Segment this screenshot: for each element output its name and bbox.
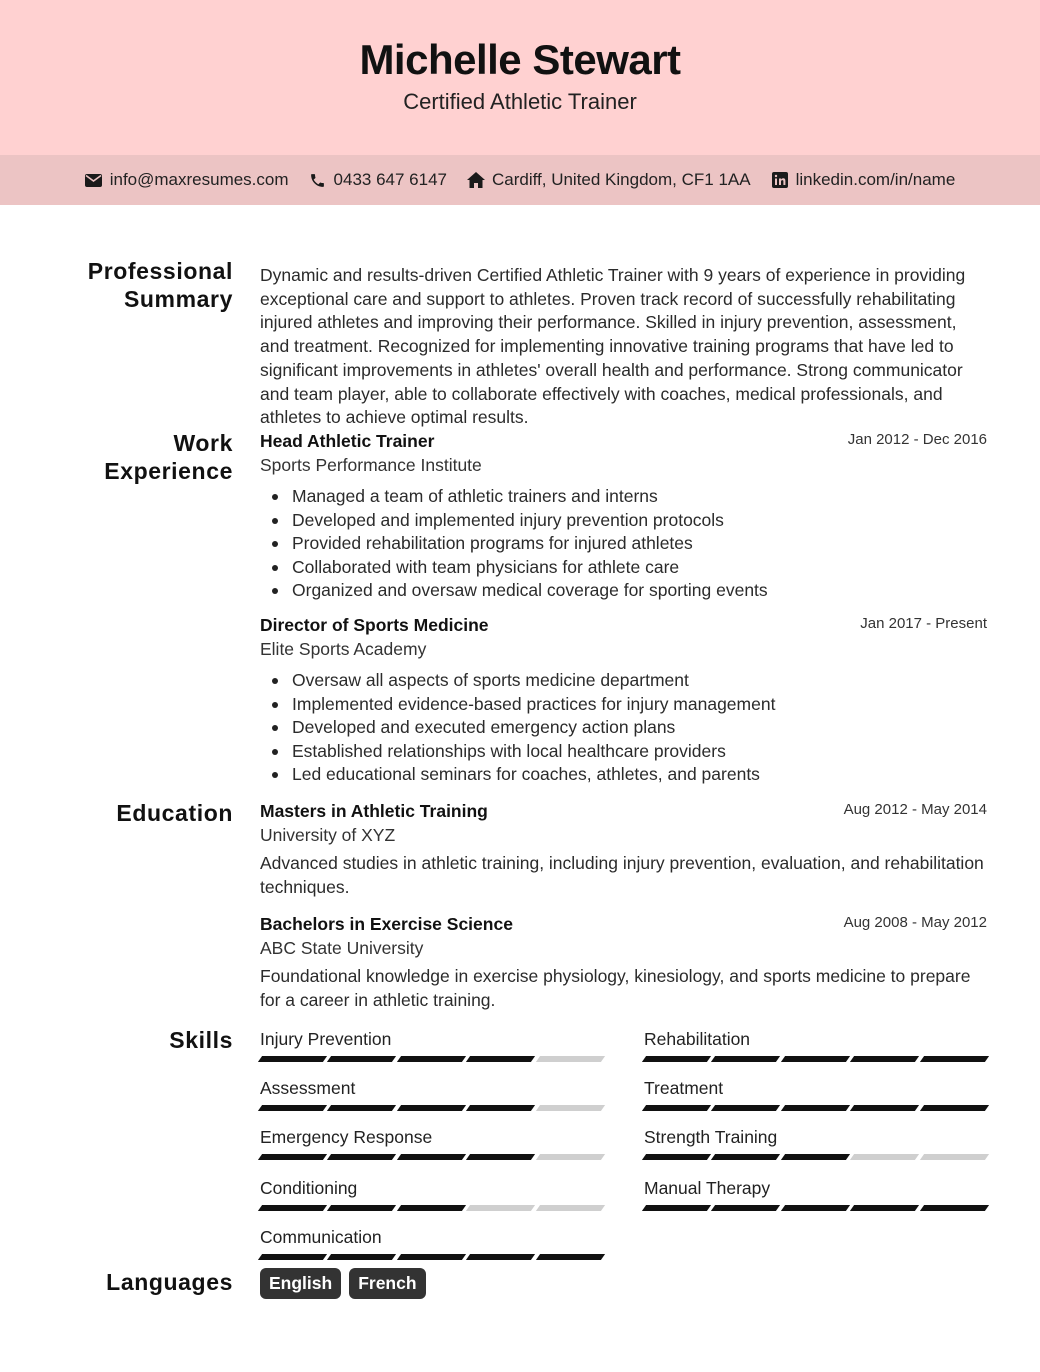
skill-bar-filled: [536, 1254, 606, 1260]
skill-item: [644, 1077, 987, 1111]
section-title-line: Experience: [104, 458, 233, 484]
school: University of XYZ: [260, 825, 396, 845]
skill-item: [644, 1177, 987, 1211]
skill-bar-filled: [781, 1205, 851, 1211]
skill-level-meter: [260, 1105, 603, 1111]
list-item: Oversaw all aspects of sports medicine department: [260, 669, 987, 693]
list-item: Developed and executed emergency action plans: [260, 716, 987, 740]
envelope-icon: [85, 171, 103, 189]
education-description: Advanced studies in athletic training, including injury prevention, evaluation, and rehabilitation techniques.: [260, 853, 984, 897]
skill-item: [260, 1226, 603, 1260]
skill-bar-filled: [466, 1154, 536, 1160]
skill-bar-filled: [920, 1205, 990, 1211]
degree: Bachelors in Exercise Science: [260, 914, 513, 934]
education-description: Foundational knowledge in exercise physiology, kinesiology, and sports medicine to prepare for a career in athletic training.: [260, 966, 971, 1010]
skill-bar-empty: [536, 1154, 606, 1160]
languages-list: [260, 1268, 426, 1299]
section-title-summary: [40, 257, 233, 313]
skill-level-meter: [260, 1056, 603, 1062]
skill-bar-empty: [536, 1105, 606, 1111]
skill-bar-filled: [642, 1205, 712, 1211]
skill-bar-empty: [466, 1205, 536, 1211]
skill-level-meter: [644, 1105, 987, 1111]
skill-level-meter: [260, 1205, 603, 1211]
skill-bar-filled: [850, 1205, 920, 1211]
job-bullets: [260, 669, 987, 787]
contact-bar: [0, 155, 1040, 205]
skill-bar-filled: [466, 1105, 536, 1111]
work-entry: [260, 614, 987, 787]
skill-bar-filled: [920, 1105, 990, 1111]
skill-bar-empty: [536, 1205, 606, 1211]
skill-bar-empty: [536, 1056, 606, 1062]
skill-bar-filled: [327, 1205, 397, 1211]
skill-item: [260, 1126, 603, 1160]
job-role: Head Athletic Trainer: [260, 431, 435, 451]
skill-bar-filled: [327, 1105, 397, 1111]
degree: Masters in Athletic Training: [260, 801, 488, 821]
list-item: Organized and oversaw medical coverage for sporting events: [260, 579, 987, 603]
section-title-education: Education: [116, 800, 233, 826]
skill-bar-filled: [397, 1056, 467, 1062]
education-entry: [260, 800, 987, 899]
section-title-line: Work: [173, 430, 233, 456]
skill-bar-filled: [850, 1056, 920, 1062]
skill-name: Rehabilitation: [644, 1029, 751, 1049]
job-role: Director of Sports Medicine: [260, 615, 489, 635]
skill-name: Strength Training: [644, 1127, 778, 1147]
skill-bar-filled: [642, 1105, 712, 1111]
education-date: Aug 2012 - May 2014: [843, 801, 987, 818]
skill-level-meter: [644, 1205, 987, 1211]
skill-name: Injury Prevention: [260, 1029, 392, 1049]
linkedin-icon: [771, 171, 789, 189]
phone-text: 0433 647 6147: [333, 170, 447, 189]
education-entry: [260, 913, 987, 1012]
section-title-languages: Languages: [106, 1269, 233, 1295]
skill-level-meter: [260, 1254, 603, 1260]
school: ABC State University: [260, 938, 424, 958]
skill-bar-empty: [920, 1154, 990, 1160]
education-date: Aug 2008 - May 2012: [843, 914, 987, 931]
candidate-name: Michelle Stewart: [359, 36, 681, 83]
job-organization: Sports Performance Institute: [260, 455, 482, 475]
job-bullets: [260, 485, 987, 603]
skill-bar-filled: [642, 1056, 712, 1062]
skill-bar-filled: [781, 1105, 851, 1111]
job-date: Jan 2017 - Present: [860, 615, 987, 632]
skill-bar-filled: [258, 1154, 328, 1160]
skill-bar-filled: [258, 1105, 328, 1111]
section-title-line: Professional: [87, 258, 233, 284]
skill-bar-filled: [397, 1254, 467, 1260]
contact-email[interactable]: [85, 170, 289, 190]
skill-name: Assessment: [260, 1078, 356, 1098]
contact-phone[interactable]: [309, 170, 447, 190]
contact-linkedin[interactable]: [771, 170, 956, 190]
section-title-skills: Skills: [169, 1027, 233, 1053]
skill-item: [260, 1077, 603, 1111]
skill-bar-filled: [642, 1154, 712, 1160]
skill-level-meter: [260, 1154, 603, 1160]
skill-bar-filled: [781, 1056, 851, 1062]
section-title-work: [40, 429, 233, 485]
section-title-line: Summary: [123, 286, 233, 312]
list-item: Established relationships with local healthcare providers: [260, 740, 987, 764]
candidate-title: Certified Athletic Trainer: [403, 89, 637, 114]
skill-name: Emergency Response: [260, 1127, 433, 1147]
skill-bar-filled: [466, 1254, 536, 1260]
skill-bar-filled: [327, 1154, 397, 1160]
language-tag: English: [260, 1268, 341, 1299]
list-item: Developed and implemented injury prevention protocols: [260, 509, 987, 533]
job-organization: Elite Sports Academy: [260, 639, 427, 659]
summary-text: Dynamic and results-driven Certified Athletic Trainer with 9 years of experience in providing exceptional care and support to athletes. Proven track record of successfully rehabilitating injured athletes and improving their performance. Skilled in injury prevention, assessment, and treatment. Recognized for implementing innovative training programs that have led to significant improvements in athletes' overall health and performance. Strong communicator and team player, able to collaborate effectively with coaches, medical professionals, and athletes to achieve optimal results.: [260, 265, 966, 428]
skill-name: Manual Therapy: [644, 1178, 771, 1198]
skill-name: Communication: [260, 1227, 382, 1247]
skill-bar-filled: [258, 1254, 328, 1260]
skill-bar-filled: [258, 1205, 328, 1211]
list-item: Implemented evidence-based practices for injury management: [260, 693, 987, 717]
skill-bar-filled: [466, 1056, 536, 1062]
skill-item: [644, 1028, 987, 1062]
work-entry: [260, 430, 987, 603]
language-tag: French: [349, 1268, 425, 1299]
skill-bar-filled: [397, 1105, 467, 1111]
list-item: Led educational seminars for coaches, athletes, and parents: [260, 763, 987, 787]
skill-item: [644, 1126, 987, 1160]
skill-bar-filled: [397, 1205, 467, 1211]
job-date: Jan 2012 - Dec 2016: [847, 431, 987, 448]
skill-bar-filled: [327, 1254, 397, 1260]
skill-bar-filled: [850, 1105, 920, 1111]
skill-bar-filled: [397, 1154, 467, 1160]
skill-bar-filled: [711, 1105, 781, 1111]
skill-bar-filled: [258, 1056, 328, 1062]
skill-level-meter: [644, 1154, 987, 1160]
skill-bar-filled: [920, 1056, 990, 1062]
email-text: info@maxresumes.com: [109, 170, 289, 189]
skill-bar-filled: [711, 1205, 781, 1211]
skill-bar-filled: [711, 1056, 781, 1062]
list-item: Collaborated with team physicians for athlete care: [260, 556, 987, 580]
skill-name: Treatment: [644, 1078, 724, 1098]
skill-name: Conditioning: [260, 1178, 358, 1198]
skill-bar-filled: [711, 1154, 781, 1160]
skill-bar-filled: [327, 1056, 397, 1062]
skill-item: [260, 1177, 603, 1211]
skill-bar-empty: [850, 1154, 920, 1160]
linkedin-text: linkedin.com/in/name: [795, 170, 956, 189]
address-text: Cardiff, United Kingdom, CF1 1AA: [491, 170, 751, 189]
list-item: Provided rehabilitation programs for injured athletes: [260, 532, 987, 556]
resume-header: [0, 0, 1040, 155]
skill-level-meter: [644, 1056, 987, 1062]
list-item: Managed a team of athletic trainers and interns: [260, 485, 987, 509]
skill-item: [260, 1028, 603, 1062]
skill-bar-filled: [781, 1154, 851, 1160]
contact-address: [467, 170, 751, 190]
phone-icon: [309, 171, 327, 189]
home-icon: [467, 171, 485, 189]
